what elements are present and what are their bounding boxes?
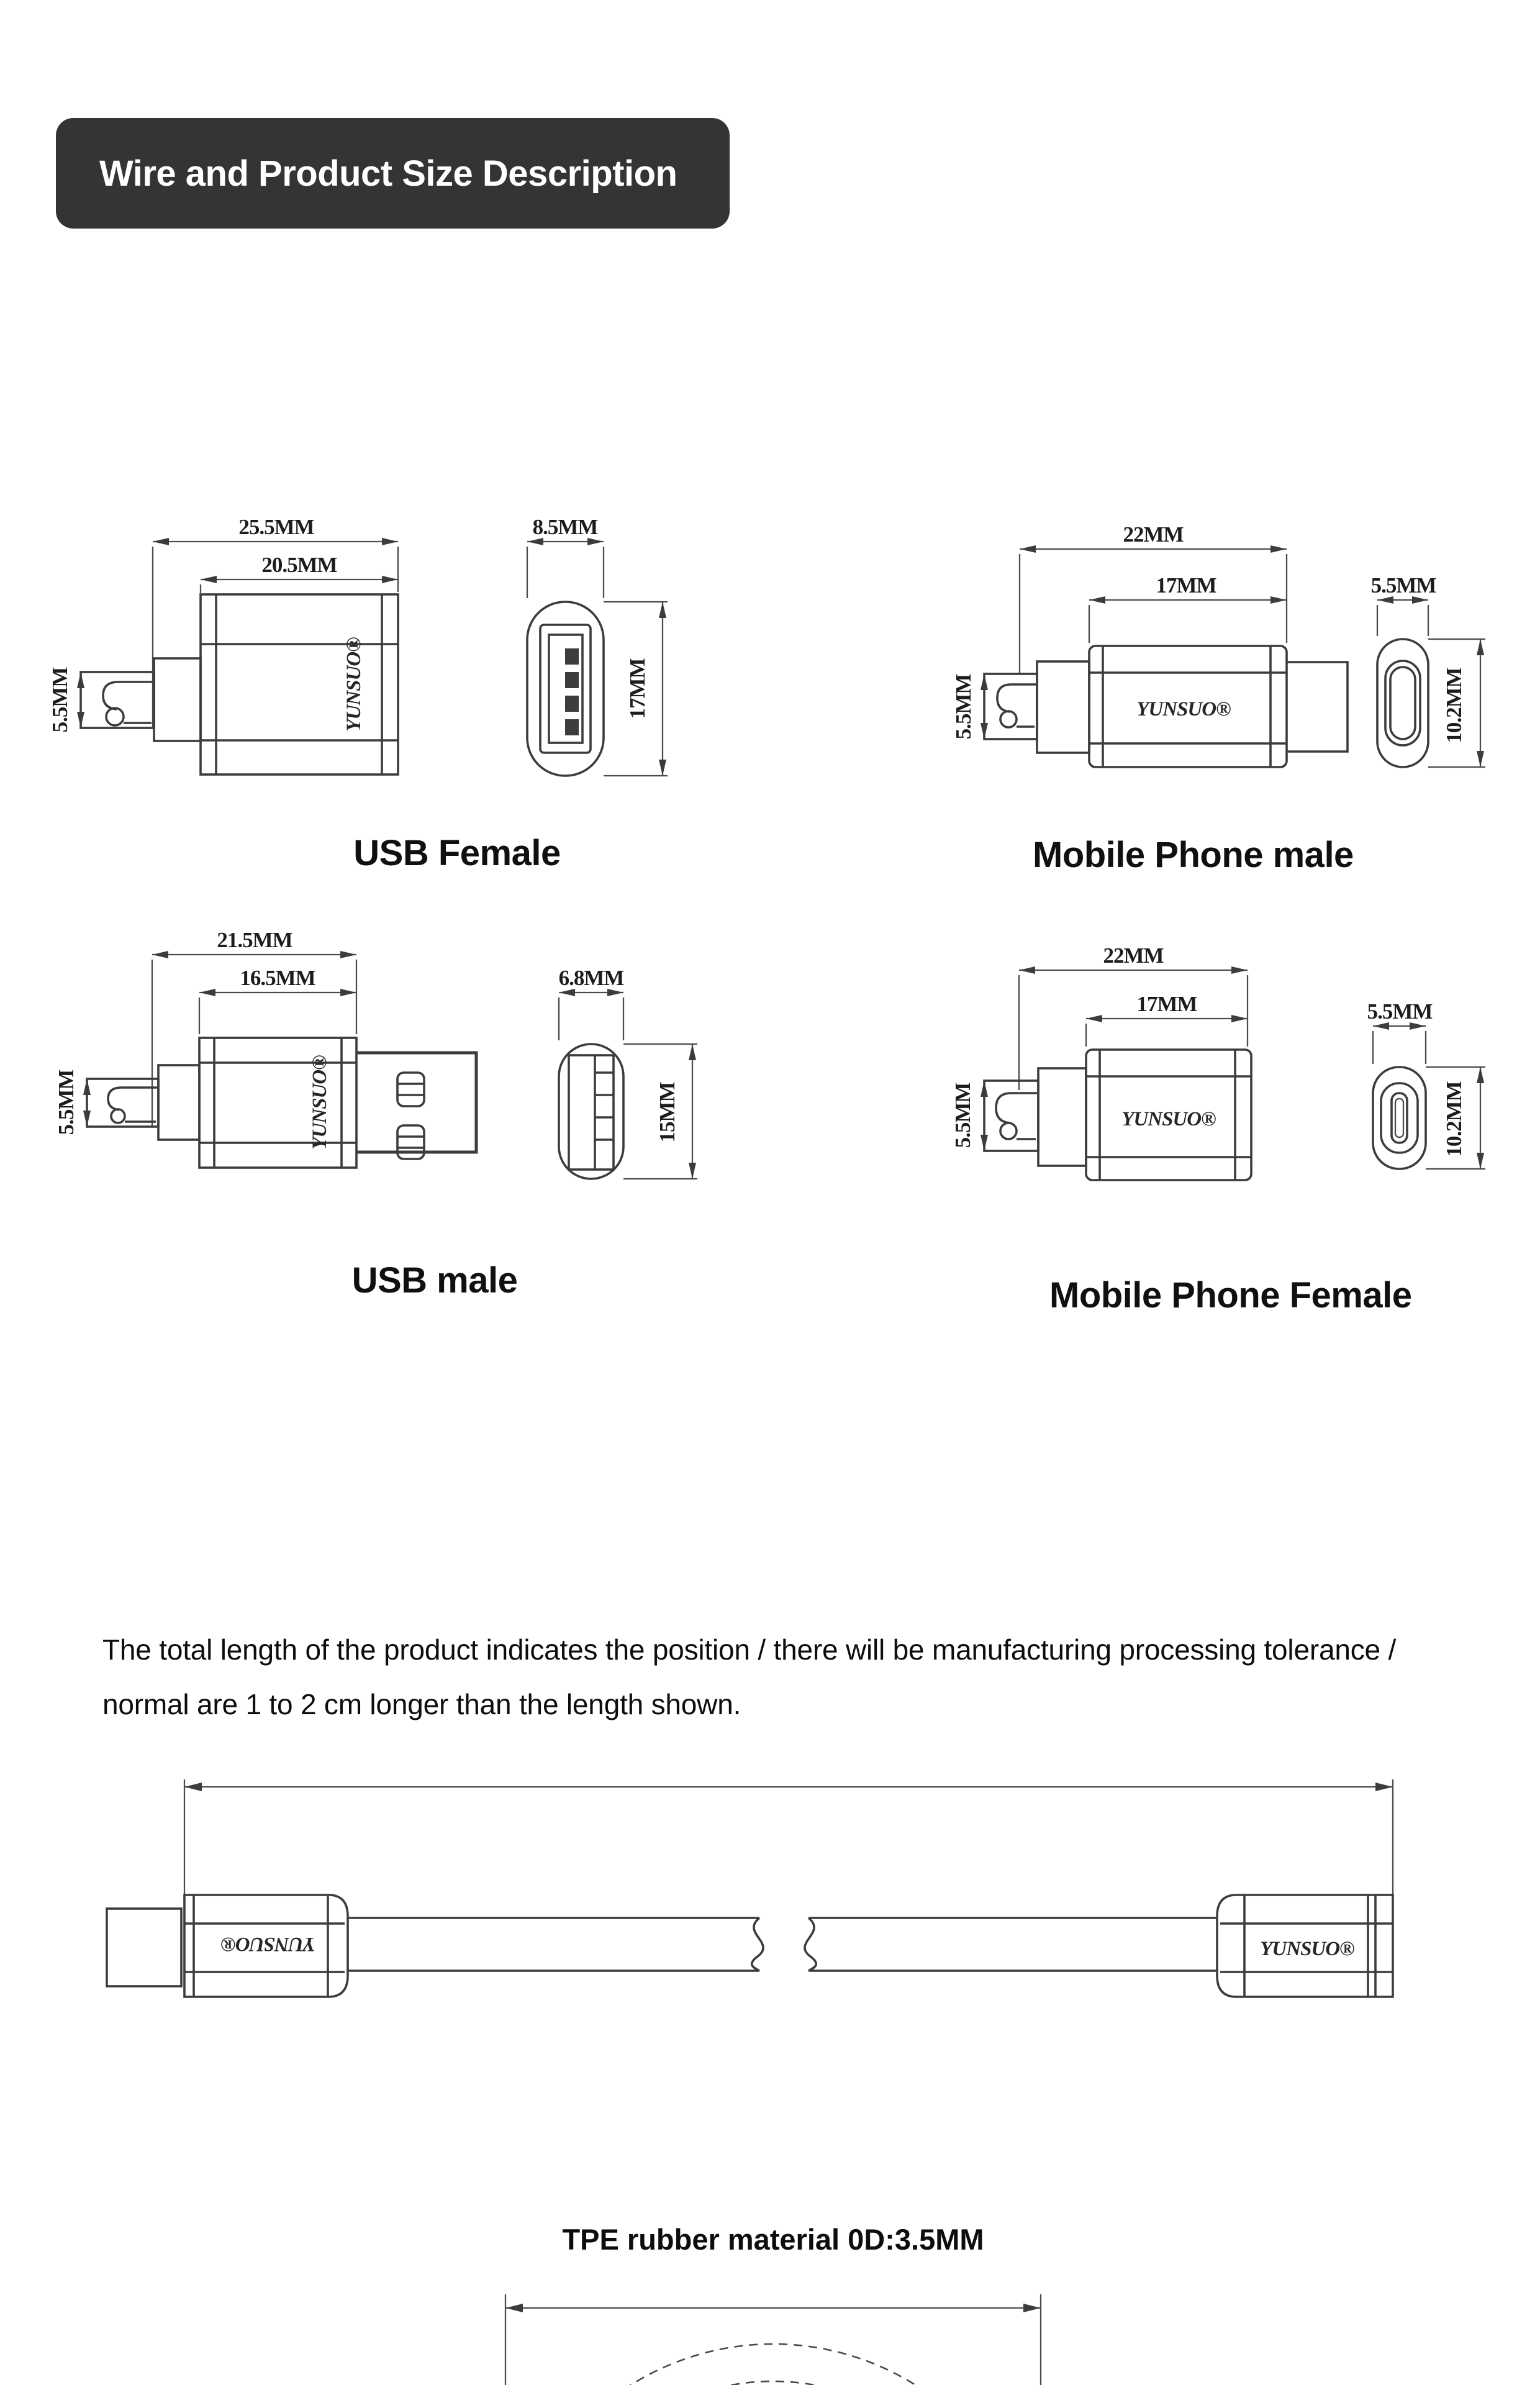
dim-label-body: 20.5MM bbox=[261, 553, 337, 577]
usb-male-diagram bbox=[19, 929, 745, 1199]
dim-label-front-height: 17MM bbox=[625, 658, 650, 719]
cable-drawing bbox=[93, 1770, 1428, 2015]
dim-label-front-width: 5.5MM bbox=[1370, 573, 1436, 597]
dim-label-overall: 25.5MM bbox=[238, 516, 314, 539]
cable-wire bbox=[348, 1918, 1217, 1971]
dim-label-overall: 22MM bbox=[1103, 943, 1164, 968]
dim-label-front-width: 5.5MM bbox=[1367, 999, 1433, 1024]
label-mobile-phone-female: Mobile Phone Female bbox=[1049, 1275, 1412, 1315]
dim-label-overall: 21.5MM bbox=[217, 929, 292, 952]
title-banner bbox=[56, 118, 730, 229]
label-usb-male: USB male bbox=[351, 1260, 518, 1301]
dim-label-body: 16.5MM bbox=[240, 966, 315, 990]
cross-section-circles bbox=[505, 2344, 1041, 2385]
tolerance-note-line1: The total length of the product indicates the position / there will be manufacturing processing tolerance / bbox=[102, 1633, 1397, 1666]
dim-label-body: 17MM bbox=[1156, 573, 1216, 597]
usb-female-front-view bbox=[527, 516, 668, 776]
tolerance-note bbox=[102, 1622, 1537, 1732]
usb-female-side-view bbox=[81, 594, 398, 775]
mobile-male-dimensions bbox=[951, 522, 1287, 739]
tolerance-note-line2: normal are 1 to 2 cm longer than the length shown. bbox=[102, 1688, 741, 1720]
brand-text: YUNSUO® bbox=[1260, 1938, 1354, 1960]
mobile-phone-female-diagram bbox=[931, 935, 1503, 1217]
dim-label-front-height: 10.2MM bbox=[1442, 1081, 1466, 1157]
cable-cross-section bbox=[484, 2286, 1062, 2385]
brand-text: YUNSUO® bbox=[343, 637, 365, 732]
brand-text: YUNSUO® bbox=[1121, 1108, 1216, 1130]
usb-male-side-view bbox=[87, 1038, 476, 1168]
dim-label-wire: 5.5MM bbox=[54, 1070, 78, 1135]
page-title: Wire and Product Size Description bbox=[99, 153, 677, 194]
dim-label-body: 17MM bbox=[1136, 992, 1197, 1016]
brand-text: YUNSUO® bbox=[1136, 698, 1231, 720]
dim-label-front-height: 10.2MM bbox=[1442, 668, 1466, 743]
mobile-female-side-view bbox=[984, 1050, 1251, 1180]
cable-length-dimension bbox=[184, 1779, 1393, 1895]
brand-text: YUNSUO® bbox=[309, 1055, 331, 1150]
dim-label-front-width: 8.5MM bbox=[532, 516, 598, 539]
dim-label-wire: 5.5MM bbox=[48, 667, 72, 733]
mobile-male-side-view bbox=[984, 646, 1348, 767]
label-usb-female: USB Female bbox=[353, 833, 561, 873]
dim-label-front-width: 6.8MM bbox=[558, 966, 624, 990]
usb-male-front-view bbox=[559, 966, 697, 1179]
cable-right-connector bbox=[1217, 1895, 1393, 1997]
cable-left-connector bbox=[107, 1895, 348, 1997]
usb-female-diagram bbox=[19, 516, 708, 792]
dim-label-wire: 5.5MM bbox=[951, 1083, 975, 1148]
dim-label-wire: 5.5MM bbox=[951, 674, 976, 740]
dim-label-overall: 22MM bbox=[1123, 522, 1184, 547]
dim-label-front-height: 15MM bbox=[655, 1082, 679, 1143]
mobile-phone-male-diagram bbox=[944, 522, 1503, 792]
cross-section-dimension bbox=[505, 2294, 1041, 2385]
brand-text: YUNSUO® bbox=[221, 1933, 315, 1955]
material-note: TPE rubber material 0D:3.5MM bbox=[562, 2223, 984, 2256]
mobile-male-front-view bbox=[1371, 573, 1485, 767]
label-mobile-phone-male: Mobile Phone male bbox=[1033, 835, 1354, 875]
mobile-female-front-view bbox=[1367, 999, 1485, 1169]
